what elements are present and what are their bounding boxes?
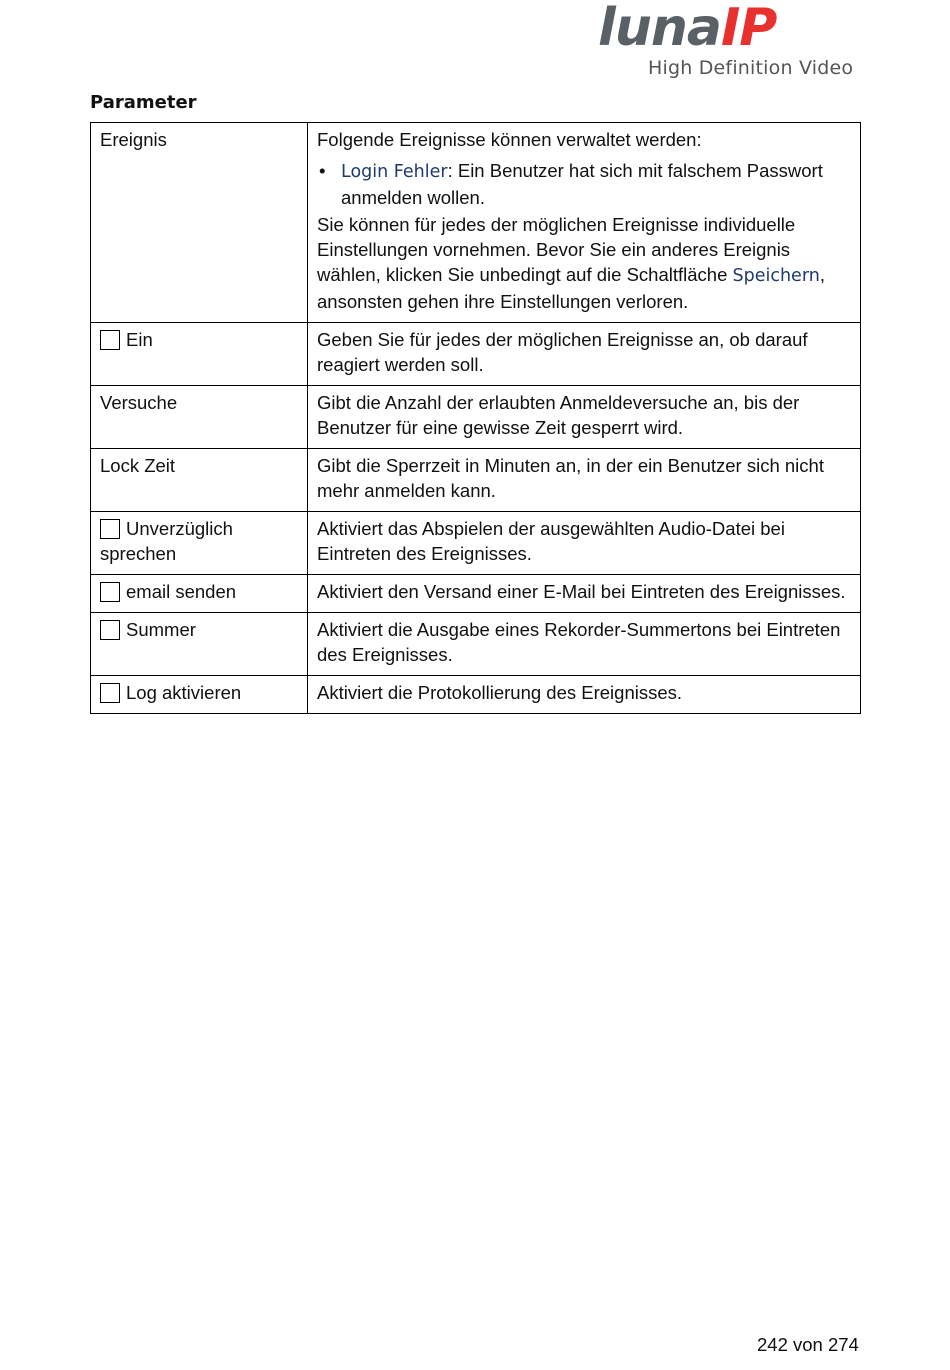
table-row-ein <box>91 323 861 386</box>
note-text-after: , ansonsten gehen ihre Einstellungen verloren. <box>317 264 825 312</box>
param-description <box>308 123 861 323</box>
events-list <box>317 158 852 210</box>
events-note <box>317 212 852 314</box>
param-description: Aktiviert die Ausgabe eines Rekorder-Summertons bei Eintreten des Ereignisses. <box>308 613 861 676</box>
param-description: Aktiviert die Protokollierung des Ereignisses. <box>308 676 861 714</box>
param-name-cell <box>91 676 308 714</box>
table-row-unverzueglich-sprechen <box>91 512 861 575</box>
lunaip-logo <box>598 0 862 82</box>
param-name: Lock Zeit <box>91 449 308 512</box>
logo-wordmark-luna: luna <box>598 0 721 58</box>
table-row-log-aktivieren <box>91 676 861 714</box>
param-name-cell <box>91 323 308 386</box>
table-row-summer <box>91 613 861 676</box>
param-description: Aktiviert das Abspielen der ausgewählten Audio-Datei bei Eintreten des Ereignisses. <box>308 512 861 575</box>
checkbox-icon <box>100 519 120 539</box>
logo-wordmark-ip: IP <box>720 0 777 58</box>
param-name: Ereignis <box>91 123 308 323</box>
logo-wordmark <box>598 0 776 58</box>
checkbox-icon <box>100 683 120 703</box>
param-description: Gibt die Anzahl der erlaubten Anmeldeversuche an, bis der Benutzer für eine gewisse Zeit gesperrt wird. <box>308 386 861 449</box>
table-row-ereignis <box>91 123 861 323</box>
checkbox-icon <box>100 582 120 602</box>
logo-tagline: High Definition Video <box>648 57 854 79</box>
param-description: Geben Sie für jedes der möglichen Ereignisse an, ob darauf reagiert werden soll. <box>308 323 861 386</box>
list-item-text: : Ein Benutzer hat sich mit falschem Passwort anmelden wollen. <box>341 160 823 208</box>
param-name: Ein <box>126 329 153 350</box>
param-description: Gibt die Sperrzeit in Minuten an, in der ein Benutzer sich nicht mehr anmelden kann. <box>308 449 861 512</box>
param-description: Aktiviert den Versand einer E-Mail bei Eintreten des Ereignisses. <box>308 575 861 613</box>
param-name: Summer <box>126 619 196 640</box>
note-text-before: Sie können für jedes der möglichen Ereignisse individuelle Einstellungen vornehmen. Bevor Sie ein anderes Ereignis wählen, klicken Sie unbedingt auf die Schaltfläche <box>317 214 796 285</box>
param-name-cell <box>91 575 308 613</box>
param-name: Unverzüglich sprechen <box>100 518 233 564</box>
parameter-table <box>90 122 861 714</box>
param-name-cell <box>91 512 308 575</box>
table-row-lock-zeit <box>91 449 861 512</box>
events-intro: Folgende Ereignisse können verwaltet werden: <box>317 129 702 150</box>
checkbox-icon <box>100 330 120 350</box>
param-name-cell <box>91 613 308 676</box>
checkbox-icon <box>100 620 120 640</box>
table-row-versuche <box>91 386 861 449</box>
page-number: 242 von 274 <box>757 1334 859 1355</box>
speichern-term: Speichern <box>732 266 820 286</box>
param-name: Versuche <box>91 386 308 449</box>
param-name: Log aktivieren <box>126 682 242 703</box>
table-row-email-senden <box>91 575 861 613</box>
param-name: email senden <box>126 581 237 602</box>
login-fehler-term: Login Fehler <box>341 162 448 182</box>
section-title: Parameter <box>90 92 197 113</box>
list-item <box>341 158 852 210</box>
